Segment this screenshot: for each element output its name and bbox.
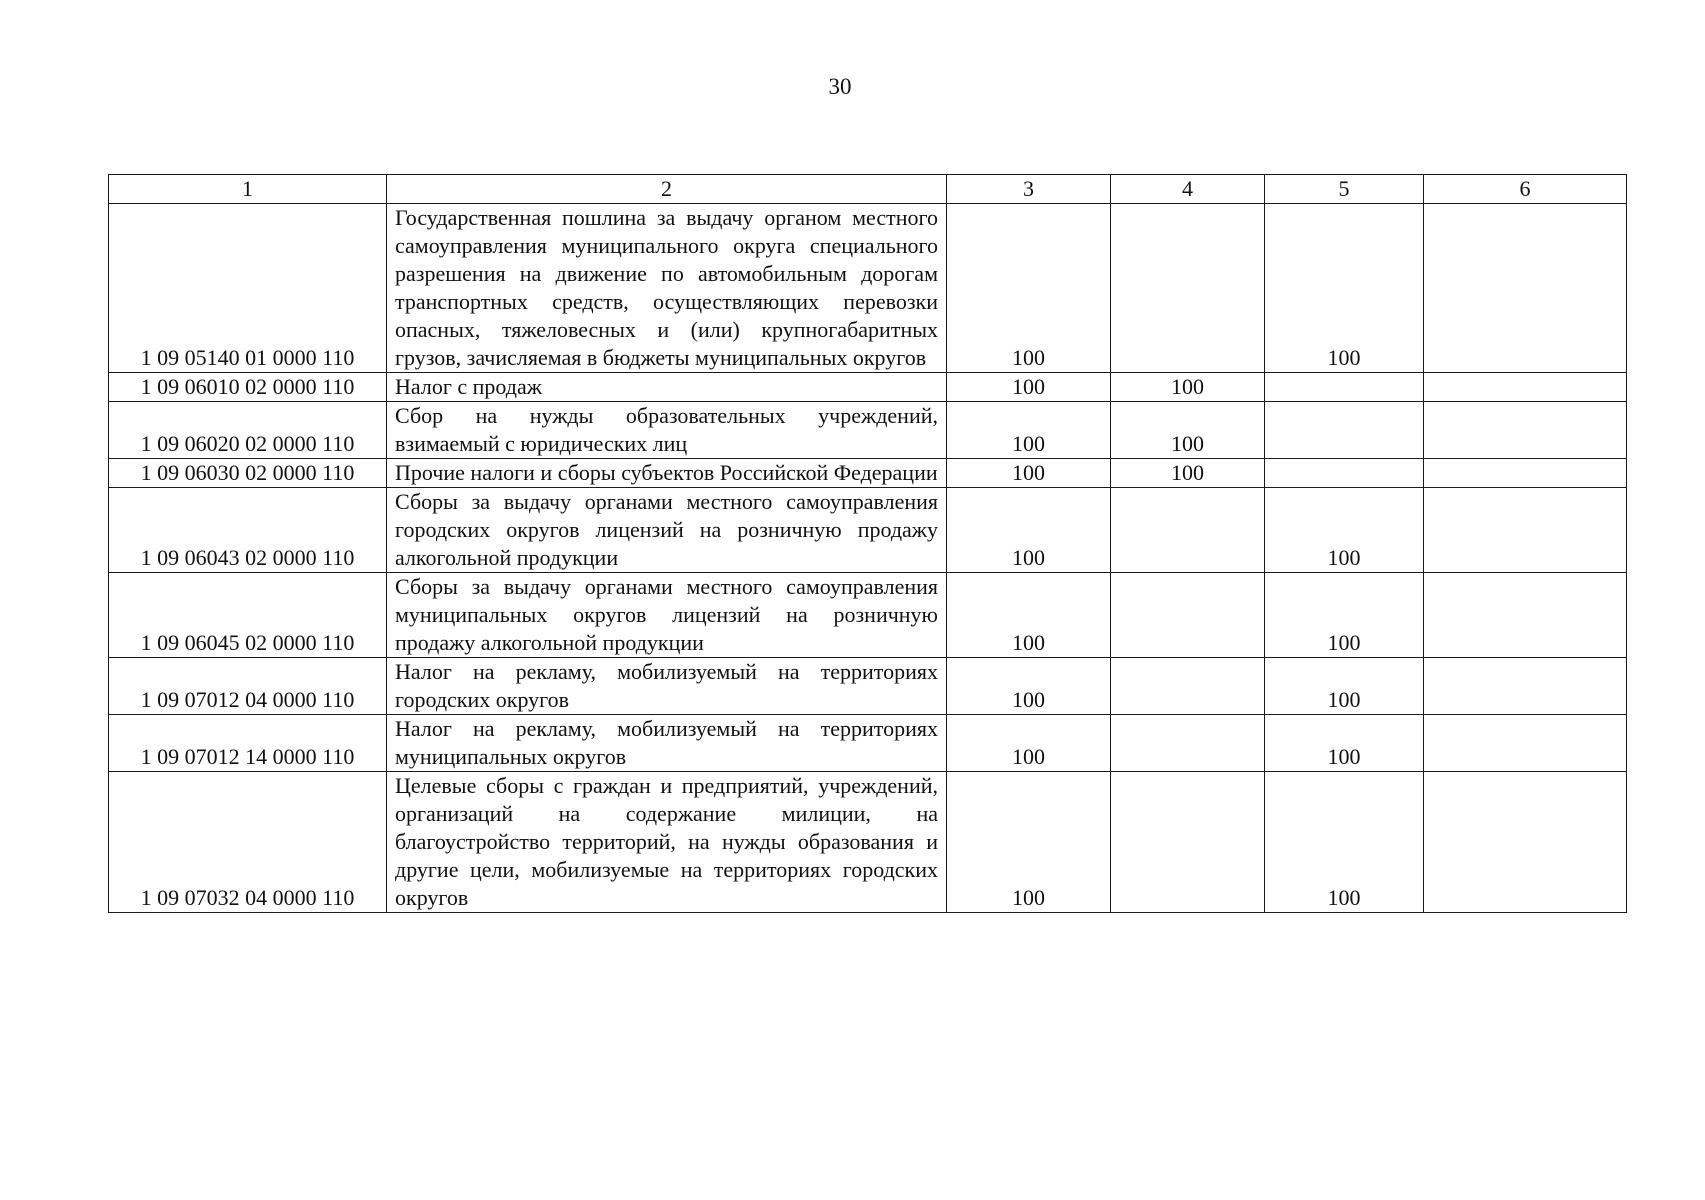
column-6-value <box>1424 658 1627 715</box>
column-4-value <box>1111 772 1265 913</box>
column-5-value: 100 <box>1265 488 1424 573</box>
column-3-value: 100 <box>947 373 1111 402</box>
income-code-cell: 1 09 06030 02 0000 110 <box>109 459 387 488</box>
column-6-value <box>1424 488 1627 573</box>
table-row <box>109 573 1627 658</box>
column-5-value <box>1265 373 1424 402</box>
column-3-value: 100 <box>947 402 1111 459</box>
income-name-cell: Сбор на нужды образовательных учреждений, взимаемый с юридических лиц <box>387 402 947 459</box>
income-name-cell: Налог с продаж <box>387 373 947 402</box>
income-name-cell: Прочие налоги и сборы субъектов Российской Федерации <box>387 459 947 488</box>
column-header-3: 3 <box>947 175 1111 204</box>
column-5-value: 100 <box>1265 658 1424 715</box>
column-6-value <box>1424 402 1627 459</box>
income-name-cell: Государственная пошлина за выдачу органом местного самоуправления муниципального округа специального разрешения на движение по автомобильным дорогам транспортных средств, осуществляющих перевозки опасных, тяжеловесных и (или) крупногабаритных грузов, зачисляемая в бюджеты муниципальных округов <box>387 204 947 373</box>
column-5-value <box>1265 459 1424 488</box>
column-3-value: 100 <box>947 658 1111 715</box>
income-code-cell: 1 09 07012 14 0000 110 <box>109 715 387 772</box>
income-code-cell: 1 09 05140 01 0000 110 <box>109 204 387 373</box>
column-4-value: 100 <box>1111 402 1265 459</box>
table-row <box>109 715 1627 772</box>
income-name-cell: Сборы за выдачу органами местного самоуправления городских округов лицензий на розничную продажу алкогольной продукции <box>387 488 947 573</box>
income-name-cell: Сборы за выдачу органами местного самоуправления муниципальных округов лицензий на розничную продажу алкогольной продукции <box>387 573 947 658</box>
column-6-value <box>1424 204 1627 373</box>
income-code-cell: 1 09 06043 02 0000 110 <box>109 488 387 573</box>
column-4-value <box>1111 488 1265 573</box>
budget-classification-table <box>108 174 1627 913</box>
column-4-value <box>1111 658 1265 715</box>
income-name-cell: Целевые сборы с граждан и предприятий, учреждений, организаций на содержание милиции, на благоустройство территорий, на нужды образования и другие цели, мобилизуемые на территориях городских округов <box>387 772 947 913</box>
table-row <box>109 459 1627 488</box>
column-6-value <box>1424 772 1627 913</box>
table-row <box>109 658 1627 715</box>
column-6-value <box>1424 715 1627 772</box>
table-row <box>109 488 1627 573</box>
column-6-value <box>1424 573 1627 658</box>
column-5-value: 100 <box>1265 715 1424 772</box>
table-header-row <box>109 175 1627 204</box>
column-6-value <box>1424 373 1627 402</box>
column-header-6: 6 <box>1424 175 1627 204</box>
column-header-4: 4 <box>1111 175 1265 204</box>
table-row <box>109 204 1627 373</box>
column-4-value <box>1111 573 1265 658</box>
income-code-cell: 1 09 06045 02 0000 110 <box>109 573 387 658</box>
page-number: 30 <box>828 74 852 99</box>
column-6-value <box>1424 459 1627 488</box>
column-3-value: 100 <box>947 204 1111 373</box>
column-3-value: 100 <box>947 715 1111 772</box>
column-4-value: 100 <box>1111 459 1265 488</box>
income-code-cell: 1 09 07032 04 0000 110 <box>109 772 387 913</box>
column-header-1: 1 <box>109 175 387 204</box>
column-4-value: 100 <box>1111 373 1265 402</box>
table-row <box>109 402 1627 459</box>
column-5-value <box>1265 402 1424 459</box>
column-4-value <box>1111 204 1265 373</box>
column-header-2: 2 <box>387 175 947 204</box>
income-name-cell: Налог на рекламу, мобилизуемый на территориях муниципальных округов <box>387 715 947 772</box>
column-3-value: 100 <box>947 488 1111 573</box>
column-4-value <box>1111 715 1265 772</box>
column-5-value: 100 <box>1265 204 1424 373</box>
column-3-value: 100 <box>947 573 1111 658</box>
column-5-value: 100 <box>1265 772 1424 913</box>
table-row <box>109 772 1627 913</box>
column-3-value: 100 <box>947 459 1111 488</box>
income-code-cell: 1 09 06020 02 0000 110 <box>109 402 387 459</box>
column-3-value: 100 <box>947 772 1111 913</box>
income-name-cell: Налог на рекламу, мобилизуемый на территориях городских округов <box>387 658 947 715</box>
income-code-cell: 1 09 07012 04 0000 110 <box>109 658 387 715</box>
table-row <box>109 373 1627 402</box>
column-5-value: 100 <box>1265 573 1424 658</box>
income-code-cell: 1 09 06010 02 0000 110 <box>109 373 387 402</box>
column-header-5: 5 <box>1265 175 1424 204</box>
